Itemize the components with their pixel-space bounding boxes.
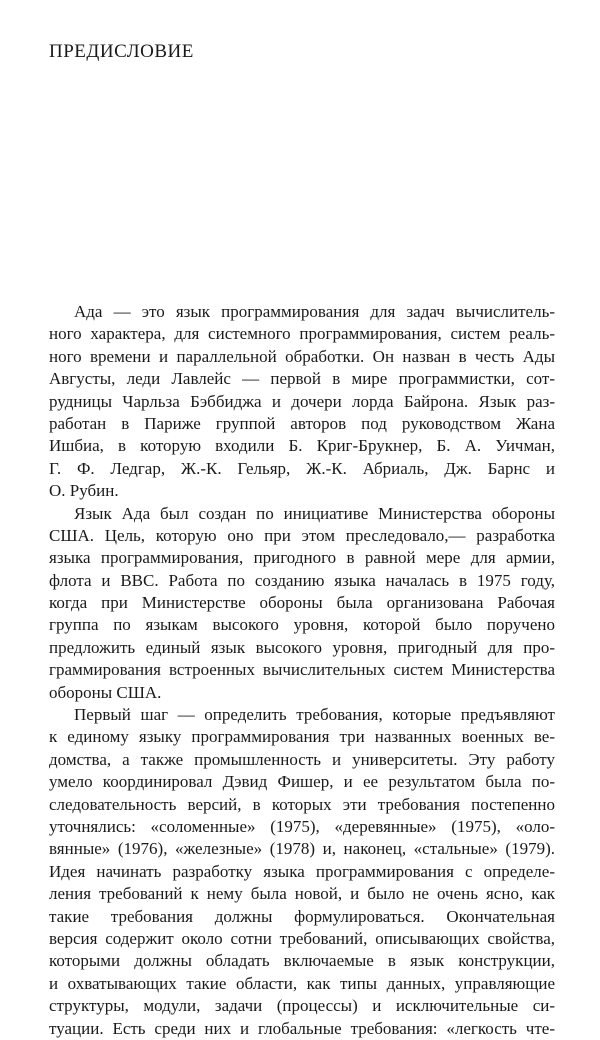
text-line: языка программирования, пригодного в равной мере для армии, [49,548,555,568]
text-line: версия содержит около сотни требований, описывающих свойства, [49,928,555,948]
text-line: когда при Министерстве обороны была организована Рабочая [49,593,555,613]
text-line: домства, а также промышленность и университеты. Эту работу [49,749,555,769]
text-line: ного характера, для системного программирования, систем реаль- [49,324,555,344]
text-line: предложить единый язык высокого уровня, пригодный для про- [49,637,555,657]
text-line: туации. Есть среди них и глобальные требования: «легкость чте- [49,1018,555,1038]
text-line: к единому языку программирования три названных военных ве- [49,727,555,747]
text-line: Августы, леди Лавлейс — первой в мире программистки, сот- [49,369,555,389]
text-line: обороны США. [49,682,162,702]
text-line: уточнялись: «соломенные» (1975), «деревянные» (1975), «оло- [49,816,555,836]
text-line: ного времени и параллельной обработки. Он назван в честь Ады [49,346,555,366]
text-line: граммирования встроенных вычислительных систем Министерства [49,660,555,680]
text-line: группа по языкам высокого уровня, которой было поручено [49,615,555,635]
body-text [49,301,555,1040]
text-line: Г. Ф. Ледгар, Ж.-К. Гельяр, Ж.-К. Абриаль, Дж. Барнс и [49,458,555,478]
text-line: умело координировал Дэвид Фишер, и ее результатом была по- [49,772,555,792]
page-title: ПРЕДИСЛОВИЕ [49,41,194,62]
text-line: вянные» (1976), «железные» (1978) и, наконец, «стальные» (1979). [49,839,555,859]
text-line: О. Рубин. [49,481,119,501]
text-line: флота и ВВС. Работа по созданию языка началась в 1975 году, [49,570,555,590]
text-line: и охватывающих такие области, как типы данных, управляющие [49,973,555,993]
text-line: Ишбиа, в которую входили Б. Криг-Брукнер, Б. А. Уичман, [49,436,555,456]
text-line: структуры, модули, задачи (процессы) и исключительные си- [49,996,555,1016]
text-line: такие требования должны формулироваться. Окончательная [49,906,555,926]
text-line: Идея начинать разработку языка программирования с определе- [49,861,555,881]
text-line: Язык Ада был создан по инициативе Министерства обороны [74,503,555,523]
text-line: рудницы Чарльза Бэббиджа и дочери лорда Байрона. Язык раз- [49,391,555,411]
text-line: Ада — это язык программирования для задач вычислитель- [74,302,555,321]
text-line: которыми должны обладать включаемые в язык конструкции, [49,951,555,971]
text-line: США. Цель, которую оно при этом преследовало,— разработка [49,525,555,545]
text-line: следовательность версий, в которых эти требования постепенно [49,794,555,814]
text-line: ления требований к нему была новой, и было не очень ясно, как [49,884,555,904]
text-line: Первый шаг — определить требования, которые предъявляют [74,705,555,725]
text-line: работан в Париже группой авторов под руководством Жана [49,413,555,433]
